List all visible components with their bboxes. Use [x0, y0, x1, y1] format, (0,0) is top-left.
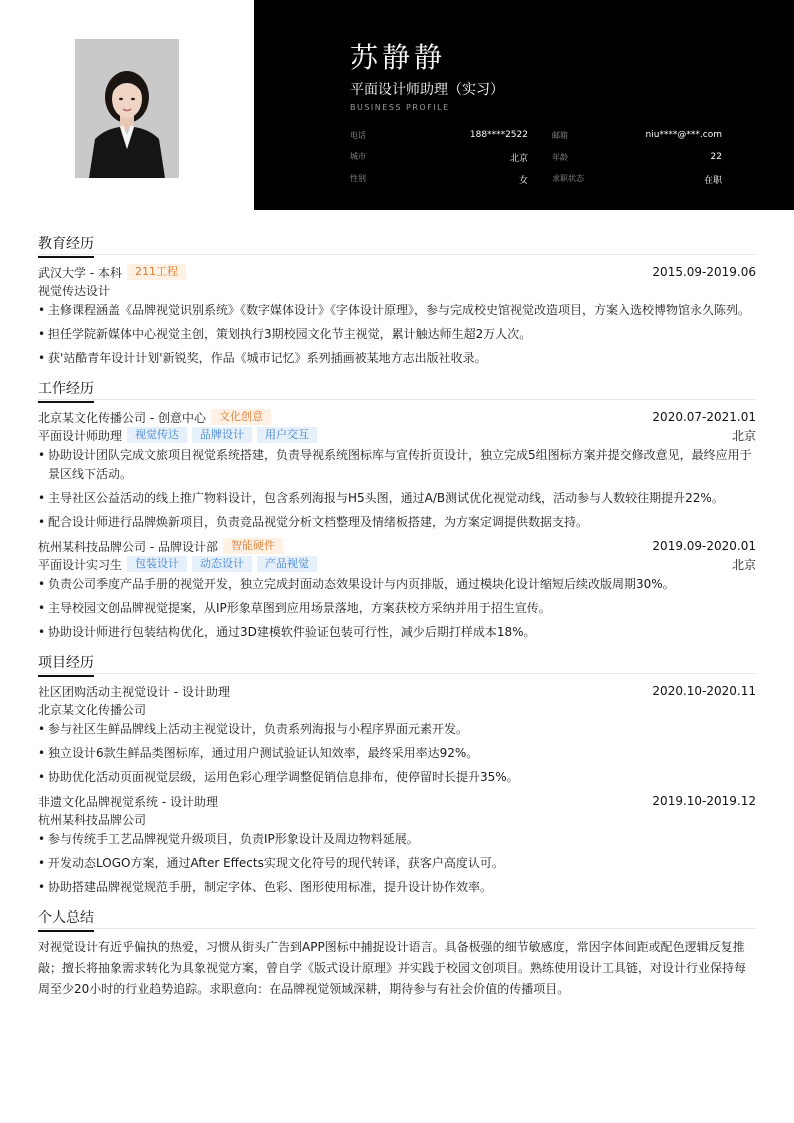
section-header [38, 652, 756, 674]
portrait-photo [75, 39, 179, 178]
role-name: 平面设计师助理 [38, 428, 123, 443]
info-value: 在职 [703, 175, 722, 186]
section-title: 项目经历 [38, 654, 94, 677]
section-title: 个人总结 [38, 909, 94, 932]
info-age [536, 152, 722, 163]
list-item: • 配合设计师进行品牌焕新项目，负责竞品视觉分析文档整理及情绪板搭建，为方案定调提供数据支持。 [38, 513, 756, 532]
list-item: • 参与传统手工艺品牌视觉升级项目，负责IP形象设计及周边物料延展。 [38, 830, 756, 849]
project-date: 2020.10-2020.11 [652, 684, 756, 698]
info-phone [350, 130, 536, 141]
work-entry [38, 537, 756, 642]
info-job-status [536, 173, 722, 186]
skill-tag: 品牌设计 [192, 427, 252, 443]
education-entry [38, 263, 756, 368]
skill-tag: 产品视觉 [257, 556, 317, 572]
info-row [350, 146, 722, 168]
skill-tag: 包装设计 [127, 556, 187, 572]
company-tag: 文化创意 [211, 409, 271, 425]
education-bullets [38, 301, 756, 368]
work-section [38, 378, 756, 642]
role-row [38, 555, 756, 573]
role-name: 平面设计实习生 [38, 557, 123, 572]
major-row [38, 281, 756, 299]
school-name: 武汉大学 - 本科 [38, 265, 122, 280]
work-date: 2020.07-2021.01 [652, 410, 756, 424]
info-value: 22 [710, 151, 722, 162]
project-org: 杭州某科技品牌公司 [38, 812, 147, 827]
info-value: 女 [518, 175, 528, 186]
job-title: 平面设计师助理（实习） [350, 82, 504, 98]
info-value: niu****@***.com [645, 129, 722, 140]
header-photo-area [0, 0, 254, 210]
company-name: 北京某文化传播公司 - 创意中心 [38, 410, 206, 425]
work-date: 2019.09-2020.01 [652, 539, 756, 553]
project-bullets [38, 720, 756, 787]
skill-tag: 用户交互 [257, 427, 317, 443]
role-left [38, 556, 317, 573]
resume-content [38, 233, 756, 1010]
entry-left [38, 538, 283, 555]
info-label: 电话 [350, 130, 366, 140]
section-title: 工作经历 [38, 380, 94, 403]
entry-header-row [38, 408, 756, 426]
section-header [38, 907, 756, 929]
info-row [350, 124, 722, 146]
personal-info-grid [350, 124, 722, 190]
entry-header-row [38, 682, 756, 700]
business-profile-label: BUSINESS PROFILE [350, 103, 450, 112]
list-item: • 主导社区公益活动的线上推广物料设计，包含系列海报与H5头图，通过A/B测试优化视觉动线，活动参与人数较往期提升22%。 [38, 489, 756, 508]
section-header [38, 233, 756, 255]
org-row [38, 700, 756, 718]
skill-tag: 视觉传达 [127, 427, 187, 443]
work-bullets [38, 575, 756, 642]
list-item: • 协助搭建品牌视觉规范手册，制定字体、色彩、图形使用标准，提升设计协作效率。 [38, 878, 756, 897]
list-item: • 独立设计6款生鲜品类图标库，通过用户测试验证认知效率，最终采用率达92%。 [38, 744, 756, 763]
entry-header-row [38, 263, 756, 281]
project-name: 非遗文化品牌视觉系统 - 设计助理 [38, 794, 218, 809]
school-tag: 211工程 [127, 264, 186, 280]
list-item: • 主修课程涵盖《品牌视觉识别系统》《数字媒体设计》《字体设计原理》，参与完成校史馆视觉改造项目，方案入选校博物馆永久陈列。 [38, 301, 756, 320]
info-label: 性别 [350, 173, 366, 183]
list-item: • 担任学院新媒体中心视觉主创，策划执行3期校园文化节主视觉，累计触达师生超2万人次。 [38, 325, 756, 344]
info-value: 188****2522 [469, 129, 528, 140]
project-date: 2019.10-2019.12 [652, 794, 756, 808]
list-item: • 参与社区生鲜品牌线上活动主视觉设计，负责系列海报与小程序界面元素开发。 [38, 720, 756, 739]
company-name: 杭州某科技品牌公司 - 品牌设计部 [38, 539, 218, 554]
work-city: 北京 [731, 428, 756, 443]
summary-section [38, 907, 756, 1000]
entry-left [38, 409, 271, 426]
info-city [350, 151, 536, 164]
work-city: 北京 [731, 557, 756, 572]
work-entry [38, 408, 756, 532]
info-label: 年龄 [552, 152, 568, 162]
project-bullets [38, 830, 756, 897]
education-section [38, 233, 756, 368]
projects-section [38, 652, 756, 897]
list-item: • 协助设计团队完成文旅项目视觉系统搭建，负责导视系统图标库与宣传折页设计，独立完成5组图标方案并提交修改意见，最终应用于景区线下活动。 [38, 446, 756, 484]
candidate-name: 苏静静 [350, 41, 447, 74]
org-row [38, 810, 756, 828]
work-bullets [38, 446, 756, 532]
info-email [536, 130, 722, 141]
project-name: 社区团购活动主视觉设计 - 设计助理 [38, 684, 230, 699]
project-org: 北京某文化传播公司 [38, 702, 147, 717]
project-entry [38, 792, 756, 897]
major: 视觉传达设计 [38, 283, 111, 298]
summary-text: 对视觉设计有近乎偏执的热爱，习惯从街头广告到APP图标中捕捉设计语言。具备极强的细节敏感度，常因字体间距或配色逻辑反复推敲；擅长将抽象需求转化为具象视觉方案，曾自学《版式设计原理》并实践于校园文创项目。熟练使用设计工具链，对设计行业保持每周至少20小时的行业趋势追踪。求职意向：在品牌视觉领域深耕，期待参与有社会价值的传播项目。 [38, 940, 747, 996]
project-entry [38, 682, 756, 787]
list-item: • 协助优化活动页面视觉层级，运用色彩心理学调整促销信息排布，使停留时长提升35%。 [38, 768, 756, 787]
info-value: 北京 [509, 153, 528, 164]
role-row [38, 426, 756, 444]
list-item: • 开发动态LOGO方案，通过After Effects实现文化符号的现代转译，获客户高度认可。 [38, 854, 756, 873]
skill-tag: 动态设计 [192, 556, 252, 572]
education-date: 2015.09-2019.06 [652, 265, 756, 279]
info-row [350, 168, 722, 190]
section-title: 教育经历 [38, 235, 94, 258]
info-label: 求职状态 [552, 173, 584, 183]
entry-left [38, 264, 186, 281]
info-label: 邮箱 [552, 130, 568, 140]
list-item: • 主导校园文创品牌视觉提案，从IP形象草图到应用场景落地，方案获校方采纳并用于招生宣传。 [38, 599, 756, 618]
info-gender [350, 173, 536, 186]
role-left [38, 427, 317, 444]
portrait-photo-icon [75, 39, 179, 178]
list-item: • 负责公司季度产品手册的视觉开发，独立完成封面动态效果设计与内页排版，通过模块化设计缩短后续改版周期30%。 [38, 575, 756, 594]
info-label: 城市 [350, 151, 366, 161]
list-item: • 协助设计师进行包装结构优化，通过3D建模软件验证包装可行性，减少后期打样成本18%。 [38, 623, 756, 642]
section-header [38, 378, 756, 400]
header-banner [254, 0, 794, 210]
entry-header-row [38, 537, 756, 555]
company-tag: 智能硬件 [223, 538, 283, 554]
entry-header-row [38, 792, 756, 810]
list-item: • 获'站酷青年设计计划'新锐奖，作品《城市记忆》系列插画被某地方志出版社收录。 [38, 349, 756, 368]
